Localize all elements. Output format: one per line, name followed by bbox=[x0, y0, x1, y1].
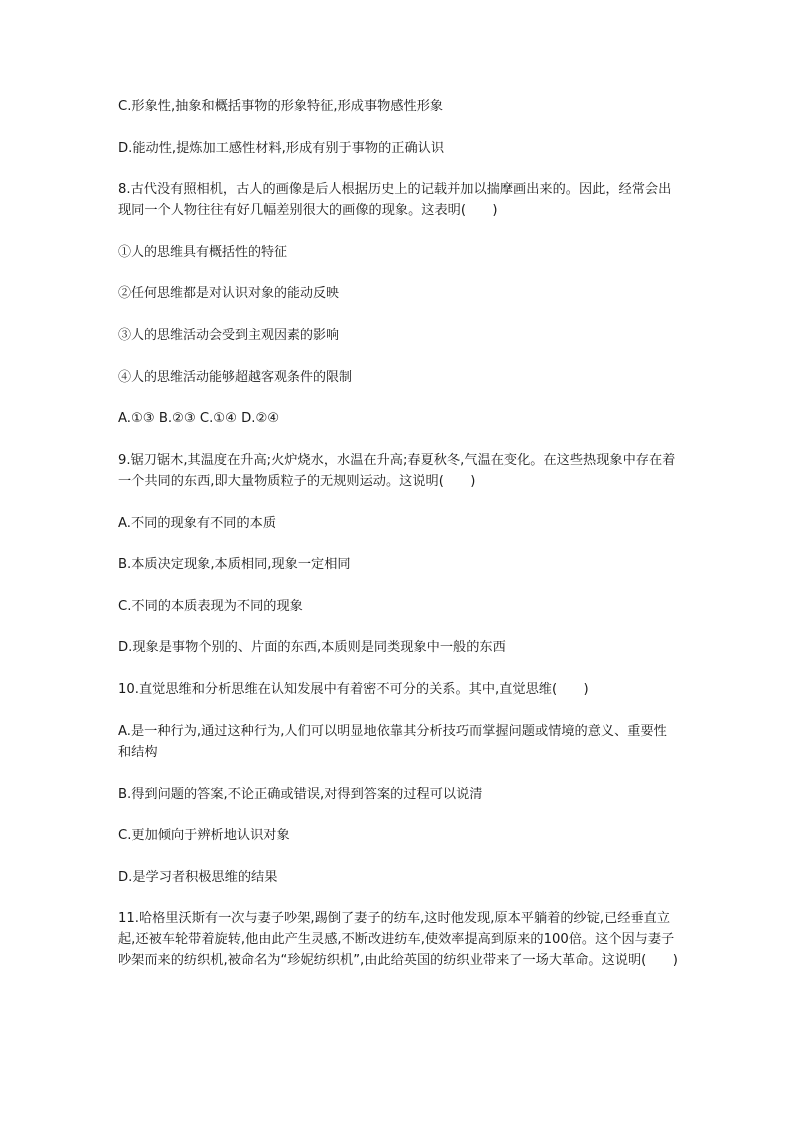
option-d-q7: D.能动性,提炼加工感性材料,形成有别于事物的正确认识 bbox=[118, 141, 445, 156]
q9-option-a: A.不同的现象有不同的本质 bbox=[118, 516, 277, 531]
question-11: 11.哈格里沃斯有一次与妻子吵架,踢倒了妻子的纺车,这时他发现,原本平躺着的纱锭,已经垂直立起,还被车轮带着旋转,他由此产生灵感,不断改进纺车,使效率提高到原来的100倍。这个因与妻子吵架而来的纺织机,被命名为“珍妮纺织机”,由此给英国的纺织业带来了一场大革命。这说明( ) bbox=[118, 911, 678, 968]
q9-option-b: B.本质决定现象,本质相同,现象一定相同 bbox=[118, 557, 351, 572]
q8-options: A.①③ B.②③ C.①④ D.②④ bbox=[118, 411, 280, 426]
q10-option-b: B.得到问题的答案,不论正确或错误,对得到答案的过程可以说清 bbox=[118, 787, 483, 802]
option-c-q7: C.形象性,抽象和概括事物的形象特征,形成事物感性形象 bbox=[118, 99, 444, 114]
q8-statement-1: ①人的思维具有概括性的特征 bbox=[118, 245, 288, 260]
q8-statement-4: ④人的思维活动能够超越客观条件的限制 bbox=[118, 370, 353, 385]
question-8: 8.古代没有照相机，古人的画像是后人根据历史上的记载并加以揣摩画出来的。因此，经常会出现同一个人物往往有好几幅差别很大的画像的现象。这表明( ) bbox=[118, 182, 672, 218]
q9-option-c: C.不同的本质表现为不同的现象 bbox=[118, 599, 303, 614]
q8-statement-2: ②任何思维都是对认识对象的能动反映 bbox=[118, 286, 340, 301]
question-9: 9.锯刀锯木,其温度在升高;火炉烧水，水温在升高;春夏秋冬,气温在变化。在这些热现象中存在着一个共同的东西,即大量物质粒子的无规则运动。这说明( ) bbox=[118, 453, 676, 489]
question-10: 10.直觉思维和分析思维在认知发展中有着密不可分的关系。其中,直觉思维( ) bbox=[118, 682, 589, 697]
q10-option-a: A.是一种行为,通过这种行为,人们可以明显地依靠其分析技巧而掌握问题或情境的意义、重要性和结构 bbox=[118, 724, 667, 760]
q8-statement-3: ③人的思维活动会受到主观因素的影响 bbox=[118, 328, 340, 343]
q10-option-d: D.是学习者积极思维的结果 bbox=[118, 870, 278, 885]
q10-option-c: C.更加倾向于辨析地认识对象 bbox=[118, 828, 290, 843]
q9-option-d: D.现象是事物个别的、片面的东西,本质则是同类现象中一般的东西 bbox=[118, 640, 506, 655]
